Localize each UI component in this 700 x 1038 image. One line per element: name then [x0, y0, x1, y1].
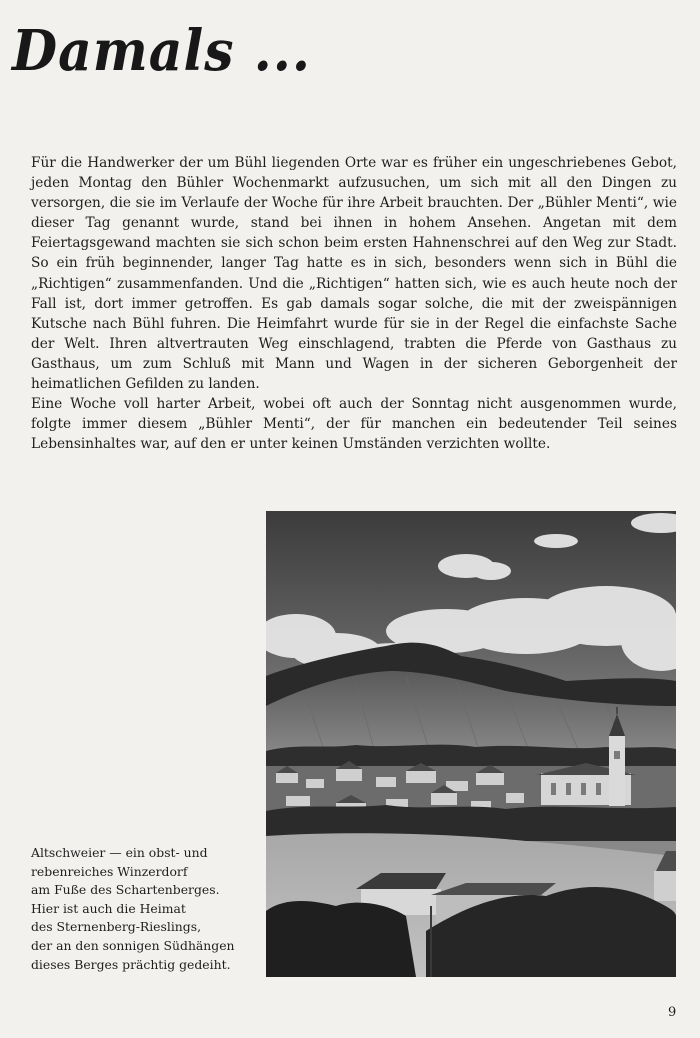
page-number: 9 [668, 1005, 677, 1020]
paragraph-1: Für die Handwerker der um Bühl liegenden Orte war es früher ein ungeschriebenes Gebot, jeden Montag den Bühler Wochenmarkt aufzusuchen, um sich mit all den Dingen zu versorgen, die sie im Verlaufe der Woche für ihre Arbeit brauchten. Der „Bühler Menti“, wie dieser Tag genannt wurde, stand bei ihnen in hohem Ansehen. Angetan mit dem Feiertagsgewand machten sie sich schon beim ersten Hahnenschrei auf den Weg zur Stadt. So ein früh beginnender, langer Tag hatte es in sich, besonders wenn sich in Bühl die „Richtigen“ zusammenfanden. Und die „Richtigen“ hatten sich, wie es auch heute noch der Fall ist, dort immer getroffen. Es gab damals sogar solche, die mit der zweispännigen Kutsche nach Bühl fuhren. Die Heimfahrt wurde für sie in der Regel die einfachste Sache der Welt. Ihren altvertrauten Weg einschlagend, trabten die Pferde von Gasthaus zu Gasthaus, um zum Schluß mit Mann und Wagen in der sicheren Geborgenheit der heimatlichen Gefilden zu landen. [31, 155, 677, 393]
caption-line: rebenreiches Winzerdorf [31, 863, 188, 879]
photo-caption [31, 844, 261, 974]
caption-line: der an den sonnigen Südhängen [31, 937, 235, 953]
article-body [31, 153, 677, 454]
caption-line: Altschweier — ein obst- und [31, 845, 208, 860]
page-title: Damals ... [12, 18, 311, 84]
village-photo [266, 511, 676, 977]
caption-line: Hier ist auch die Heimat [31, 900, 186, 916]
caption-line: am Fuße des Schartenberges. [31, 882, 220, 898]
paragraph-2: Eine Woche voll harter Arbeit, wobei oft auch der Sonntag nicht ausgenommen wurde, folgte immer diesem „Bühler Menti“, der für manchen ein bedeutender Teil seines Lebensinhaltes war, auf den er unter keinen Umständen verzichten wollte. [31, 396, 677, 453]
caption-line: dieses Berges prächtig gedeiht. [31, 956, 231, 972]
caption-line: des Sternenberg-Rieslings, [31, 919, 202, 935]
